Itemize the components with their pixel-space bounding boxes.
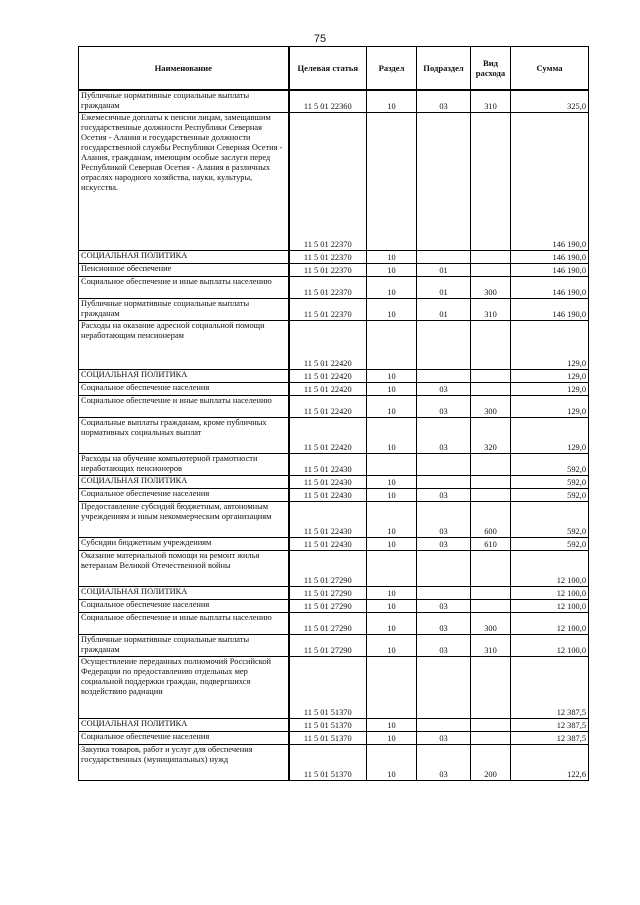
cell-amount: 12 387,5 [511,731,589,744]
cell-section: 10 [367,475,417,488]
cell-amount: 146 190,0 [511,276,589,298]
cell-subsection: 01 [417,263,471,276]
cell-name: Социальное обеспечение населения [79,731,289,744]
cell-subsection: 03 [417,382,471,395]
cell-target: 11 5 01 51370 [289,744,367,780]
cell-section: 10 [367,417,417,453]
cell-subsection: 03 [417,634,471,656]
cell-name: Закупка товаров, работ и услуг для обеспечения государственных (муниципальных) нужд [79,744,289,780]
cell-target: 11 5 01 22430 [289,501,367,537]
cell-expense-type [471,488,511,501]
cell-target: 11 5 01 27290 [289,586,367,599]
header-subsection: Подраздел [417,47,471,91]
cell-expense-type: 310 [471,298,511,320]
cell-section [367,550,417,586]
cell-amount: 12 387,5 [511,656,589,718]
table-row [79,537,589,550]
cell-target: 11 5 01 22420 [289,369,367,382]
cell-name: СОЦИАЛЬНАЯ ПОЛИТИКА [79,369,289,382]
table-row [79,320,589,369]
cell-expense-type [471,718,511,731]
cell-subsection [417,718,471,731]
cell-amount: 122,6 [511,744,589,780]
cell-expense-type: 300 [471,612,511,634]
cell-expense-type [471,250,511,263]
table-row [79,612,589,634]
cell-subsection [417,453,471,475]
cell-section: 10 [367,369,417,382]
table-row [79,744,589,780]
table-row [79,488,589,501]
cell-section: 10 [367,599,417,612]
table-row [79,550,589,586]
cell-target: 11 5 01 22430 [289,488,367,501]
table-row [79,586,589,599]
cell-target: 11 5 01 22360 [289,90,367,112]
cell-target: 11 5 01 22430 [289,537,367,550]
cell-name: СОЦИАЛЬНАЯ ПОЛИТИКА [79,250,289,263]
table-row [79,731,589,744]
cell-expense-type: 310 [471,634,511,656]
cell-expense-type: 200 [471,744,511,780]
cell-target: 11 5 01 22420 [289,395,367,417]
table-row [79,263,589,276]
cell-name: Расходы на обучение компьютерной грамотности неработающих пенсионеров [79,453,289,475]
cell-name: СОЦИАЛЬНАЯ ПОЛИТИКА [79,718,289,731]
table-row [79,369,589,382]
table-row [79,395,589,417]
cell-name: Социальные выплаты гражданам, кроме публичных нормативных социальных выплат [79,417,289,453]
cell-target: 11 5 01 22430 [289,453,367,475]
table-row [79,250,589,263]
cell-target: 11 5 01 51370 [289,656,367,718]
cell-expense-type [471,599,511,612]
cell-subsection: 03 [417,744,471,780]
cell-name: Социальное обеспечение населения [79,488,289,501]
cell-expense-type: 320 [471,417,511,453]
cell-amount: 592,0 [511,475,589,488]
cell-amount: 146 190,0 [511,263,589,276]
cell-subsection: 03 [417,537,471,550]
cell-amount: 129,0 [511,417,589,453]
cell-subsection [417,320,471,369]
cell-amount: 146 190,0 [511,298,589,320]
table-row [79,599,589,612]
cell-target: 11 5 01 22370 [289,250,367,263]
page-number: 75 [313,33,327,45]
cell-name: СОЦИАЛЬНАЯ ПОЛИТИКА [79,475,289,488]
cell-expense-type [471,475,511,488]
cell-amount: 12 100,0 [511,612,589,634]
cell-section: 10 [367,537,417,550]
cell-subsection [417,475,471,488]
table-body [79,90,589,780]
cell-section [367,656,417,718]
cell-expense-type [471,731,511,744]
table-row [79,382,589,395]
cell-subsection [417,550,471,586]
cell-target: 11 5 01 51370 [289,731,367,744]
cell-target: 11 5 01 22420 [289,320,367,369]
cell-section: 10 [367,718,417,731]
cell-amount: 129,0 [511,382,589,395]
table-row [79,112,589,250]
table-row [79,501,589,537]
cell-amount: 592,0 [511,453,589,475]
cell-target: 11 5 01 22370 [289,263,367,276]
cell-subsection [417,656,471,718]
cell-expense-type [471,263,511,276]
cell-name: Предоставление субсидий бюджетным, автономным учреждениям и иным некоммерческим организациям [79,501,289,537]
cell-amount: 129,0 [511,369,589,382]
cell-name: Публичные нормативные социальные выплаты гражданам [79,90,289,112]
header-name: Наименование [79,47,289,91]
cell-subsection: 03 [417,395,471,417]
cell-name: Публичные нормативные социальные выплаты гражданам [79,634,289,656]
header-expense-type: Вид расхода [471,47,511,91]
cell-amount: 12 387,5 [511,718,589,731]
cell-target: 11 5 01 22370 [289,276,367,298]
cell-target: 11 5 01 27290 [289,612,367,634]
cell-expense-type [471,453,511,475]
cell-subsection [417,250,471,263]
cell-subsection [417,112,471,250]
cell-target: 11 5 01 27290 [289,550,367,586]
cell-name: Осуществление переданных полномочий Российской Федерации по предоставлению отдельных мер социальной поддержки граждан, подвергшихся воздействию радиации [79,656,289,718]
cell-target: 11 5 01 22370 [289,112,367,250]
cell-subsection: 03 [417,417,471,453]
table-row [79,656,589,718]
cell-name: Субсидии бюджетным учреждениям [79,537,289,550]
cell-subsection: 03 [417,90,471,112]
cell-section: 10 [367,263,417,276]
cell-subsection: 03 [417,599,471,612]
cell-amount: 12 100,0 [511,550,589,586]
cell-target: 11 5 01 27290 [289,599,367,612]
cell-section [367,112,417,250]
cell-section: 10 [367,744,417,780]
table-row [79,475,589,488]
cell-name: Публичные нормативные социальные выплаты гражданам [79,298,289,320]
cell-subsection: 01 [417,298,471,320]
header-amount: Сумма [511,47,589,91]
table-row [79,298,589,320]
cell-amount: 325,0 [511,90,589,112]
cell-amount: 592,0 [511,488,589,501]
budget-table [78,46,589,781]
cell-expense-type [471,382,511,395]
cell-subsection [417,369,471,382]
cell-amount: 592,0 [511,501,589,537]
cell-expense-type: 310 [471,90,511,112]
cell-subsection: 01 [417,276,471,298]
cell-section: 10 [367,250,417,263]
cell-section: 10 [367,501,417,537]
table-row [79,634,589,656]
cell-section: 10 [367,382,417,395]
table-row [79,453,589,475]
cell-name: Пенсионное обеспечение [79,263,289,276]
cell-section: 10 [367,298,417,320]
cell-name: Оказание материальной помощи на ремонт жилья ветеранам Великой Отечественной войны [79,550,289,586]
cell-section: 10 [367,586,417,599]
cell-amount: 146 190,0 [511,250,589,263]
cell-section [367,320,417,369]
cell-name: Социальное обеспечение населения [79,382,289,395]
cell-amount: 146 190,0 [511,112,589,250]
cell-amount: 129,0 [511,320,589,369]
cell-target: 11 5 01 22420 [289,382,367,395]
cell-subsection: 03 [417,731,471,744]
cell-expense-type [471,320,511,369]
cell-expense-type: 300 [471,276,511,298]
cell-amount: 129,0 [511,395,589,417]
cell-section: 10 [367,612,417,634]
cell-subsection [417,586,471,599]
cell-name: СОЦИАЛЬНАЯ ПОЛИТИКА [79,586,289,599]
cell-expense-type: 600 [471,501,511,537]
cell-expense-type [471,369,511,382]
cell-name: Социальное обеспечение населения [79,599,289,612]
cell-section: 10 [367,90,417,112]
cell-name: Социальное обеспечение и иные выплаты населению [79,612,289,634]
header-section: Раздел [367,47,417,91]
cell-target: 11 5 01 27290 [289,634,367,656]
table-row [79,718,589,731]
header-target: Целевая статья [289,47,367,91]
cell-section: 10 [367,488,417,501]
cell-section: 10 [367,276,417,298]
cell-expense-type [471,586,511,599]
cell-expense-type: 300 [471,395,511,417]
cell-section [367,453,417,475]
cell-subsection: 03 [417,501,471,537]
cell-amount: 12 100,0 [511,634,589,656]
cell-name: Расходы на оказание адресной социальной помощи неработающим пенсионерам [79,320,289,369]
cell-amount: 592,0 [511,537,589,550]
cell-expense-type [471,550,511,586]
cell-amount: 12 100,0 [511,599,589,612]
cell-section: 10 [367,395,417,417]
cell-expense-type [471,112,511,250]
cell-amount: 12 100,0 [511,586,589,599]
table-row [79,276,589,298]
cell-name: Социальное обеспечение и иные выплаты населению [79,395,289,417]
cell-target: 11 5 01 22430 [289,475,367,488]
cell-name: Ежемесячные доплаты к пенсии лицам, замещавшим государственные должности Республики Северная Осетия - Алания и государственные должности государственной службы Республики Северная Осетия - Алания, гражданам, имеющим особые заслуги перед Республикой Северная Осетия - Алания в различных отраслях народного хозяйства, науки, культуры, искусства. [79,112,289,250]
cell-target: 11 5 01 22370 [289,298,367,320]
table-row [79,90,589,112]
table-header-row [79,47,589,91]
cell-subsection: 03 [417,488,471,501]
table-row [79,417,589,453]
cell-subsection: 03 [417,612,471,634]
cell-section: 10 [367,731,417,744]
cell-target: 11 5 01 22420 [289,417,367,453]
cell-target: 11 5 01 51370 [289,718,367,731]
cell-expense-type: 610 [471,537,511,550]
cell-expense-type [471,656,511,718]
cell-name: Социальное обеспечение и иные выплаты населению [79,276,289,298]
cell-section: 10 [367,634,417,656]
